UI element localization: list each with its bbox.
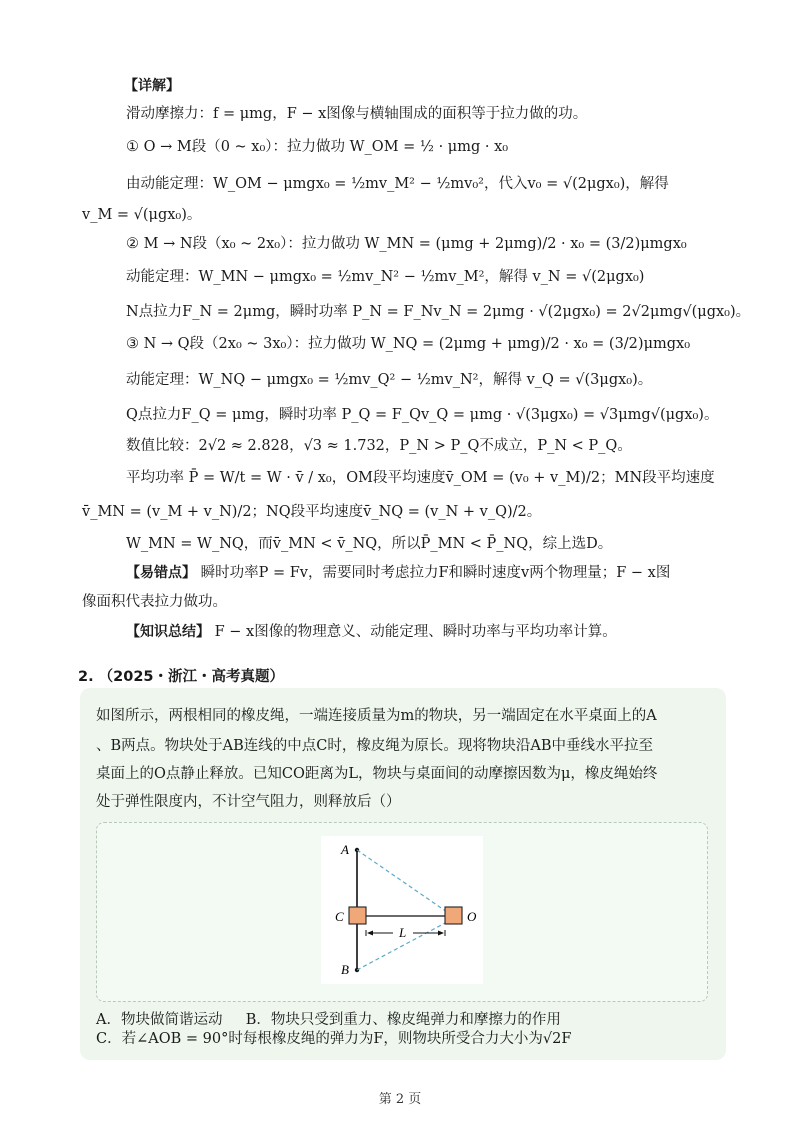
solution-line-13: v̄_MN = (v_M + v_N)/2；NQ段平均速度v̄_NQ = (v_N + v_Q)/2。 [82, 504, 542, 520]
summary-label: 【知识总结】 [126, 624, 210, 640]
solution-heading: 【详解】 [124, 78, 180, 94]
option-c[interactable]: C．若∠AOB = 90°时每根橡皮绳的弹力为F，则物块所受合力大小为√2F [96, 1031, 572, 1047]
solution-line-4: v_M = √(μgx₀)。 [82, 207, 202, 223]
figure-svg [321, 836, 483, 984]
solution-line-7: N点拉力F_N = 2μmg，瞬时功率 P_N = F_Nv_N = 2μmg · √(2μgx₀) = 2√2μmg√(μgx₀)。 [126, 304, 751, 320]
question-stem-1: 如图所示，两根相同的橡皮绳，一端连接质量为m的物块，另一端固定在水平桌面上的A [96, 708, 657, 724]
option-a[interactable]: A．物块做简谐运动 [96, 1012, 223, 1028]
label-l: L [399, 925, 407, 940]
options-row-1 [96, 1010, 561, 1030]
summary [126, 622, 617, 642]
question-stem-3: 桌面上的O点静止释放。已知CO距离为L，物块与桌面间的动摩擦因数为μ，橡皮绳始终 [96, 766, 658, 782]
solution-line-1: 滑动摩擦力：f = μmg，F − x图像与横轴围成的面积等于拉力做的功。 [126, 106, 588, 122]
label-b: B [341, 962, 349, 977]
rope-a [357, 850, 447, 912]
solution-line-5: ② M → N段（x₀ ~ 2x₀）：拉力做功 W_MN = (μmg + 2μmg)/2 · x₀ = (3/2)μmgx₀ [126, 236, 687, 252]
error-point-cont: 像面积代表拉力做功。 [82, 594, 227, 610]
solution-line-10: Q点拉力F_Q = μmg，瞬时功率 P_Q = F_Qv_Q = μmg · √(3μgx₀) = √3μmg√(μgx₀)。 [126, 407, 719, 423]
label-c: C [335, 909, 344, 924]
question-figure [321, 836, 483, 984]
solution-line-6: 动能定理：W_MN − μmgx₀ = ½mv_N² − ½mv_M²，解得 v_N = √(2μgx₀) [126, 269, 645, 285]
page-number: 第 2 页 [378, 1092, 422, 1107]
dim-arrow-left [367, 931, 373, 936]
label-o: O [467, 909, 477, 924]
dim-arrow-right [438, 931, 444, 936]
question-stem-2: 、B两点。物块处于AB连线的中点C时，橡皮绳为原长。现将物块沿AB中垂线水平拉至 [96, 738, 654, 754]
block-c [349, 907, 366, 924]
block-o [445, 907, 462, 924]
solution-line-11: 数值比较：2√2 ≈ 2.828，√3 ≈ 1.732，P_N > P_Q不成立，P_N < P_Q。 [126, 438, 632, 454]
solution-line-9: 动能定理：W_NQ − μmgx₀ = ½mv_Q² − ½mv_N²，解得 v_Q = √(3μgx₀)。 [126, 372, 653, 388]
solution-line-3: 由动能定理：W_OM − μmgx₀ = ½mv_M² − ½mv₀²，代入v₀ = √(2μgx₀)，解得 [126, 176, 669, 192]
summary-text: F − x图像的物理意义、动能定理、瞬时功率与平均功率计算。 [214, 624, 617, 640]
solution-line-2: ① O → M段（0 ~ x₀）：拉力做功 W_OM = ½ · μmg · x₀ [126, 139, 509, 155]
error-point-text: 瞬时功率P = Fv，需要同时考虑拉力F和瞬时速度v两个物理量；F − x图 [200, 565, 671, 581]
error-point-label: 【易错点】 [126, 565, 196, 581]
option-b[interactable]: B．物块只受到重力、橡皮绳弹力和摩擦力的作用 [245, 1012, 561, 1028]
question-header: 2. （2025・浙江・高考真题） [78, 669, 285, 685]
question-stem-4: 处于弹性限度内，不计空气阻力，则释放后（） [96, 794, 401, 810]
solution-line-14: W_MN = W_NQ，而v̄_MN < v̄_NQ，所以P̄_MN < P̄_NQ，综上选D。 [126, 536, 613, 552]
error-point [126, 563, 670, 583]
solution-line-8: ③ N → Q段（2x₀ ~ 3x₀）：拉力做功 W_NQ = (2μmg + μmg)/2 · x₀ = (3/2)μmgx₀ [126, 336, 691, 352]
solution-line-12: 平均功率 P̄ = W/t = W · v̄ / x₀，OM段平均速度v̄_OM = (v₀ + v_M)/2；MN段平均速度 [126, 470, 715, 486]
label-a: A [341, 842, 349, 857]
